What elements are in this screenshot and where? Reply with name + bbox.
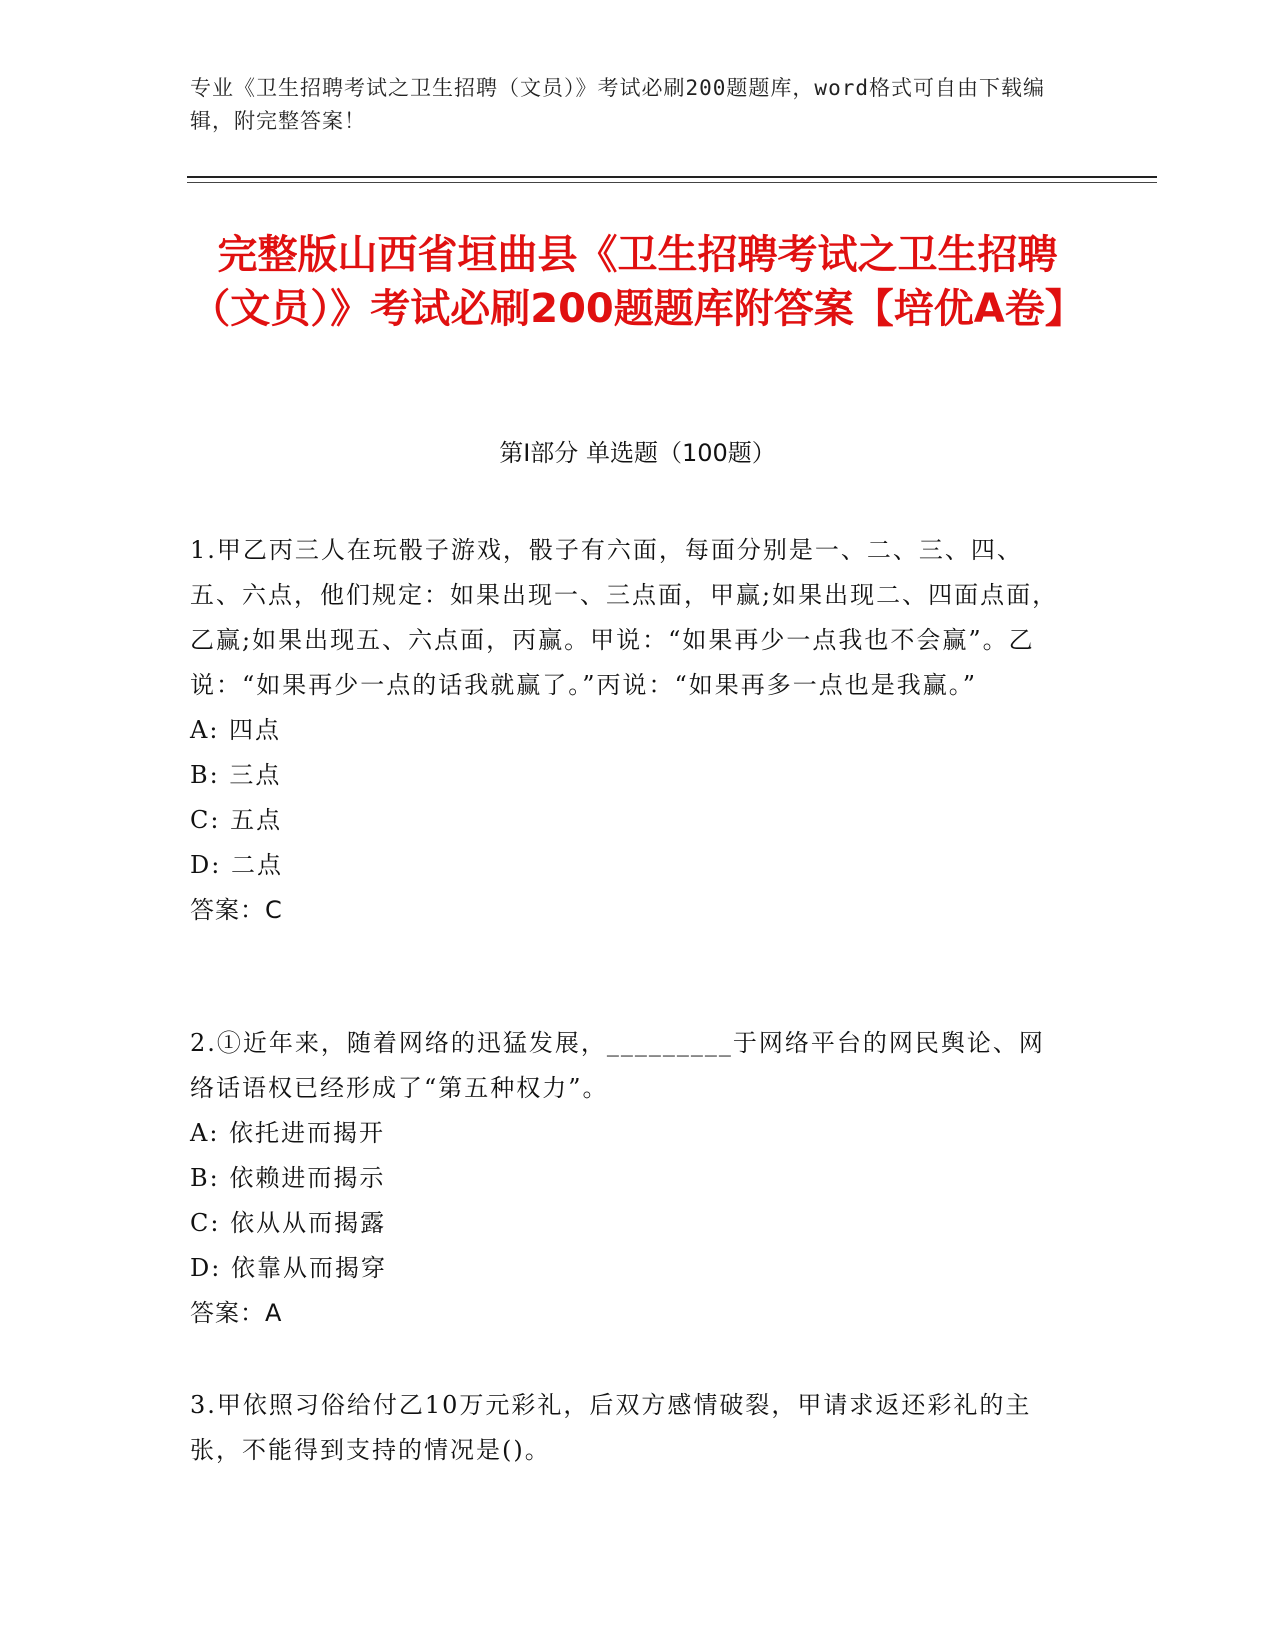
answer-line: 答案：A	[190, 1299, 283, 1327]
question-3	[190, 1383, 1070, 1473]
question-stem: 3.甲依照习俗给付乙10万元彩礼，后双方感情破裂，甲请求返还彩礼的主张，不能得到支持的情况是()。	[190, 1391, 1032, 1464]
option-d: D: 二点	[190, 851, 283, 879]
section-heading: 第Ⅰ部分 单选题（100题）	[499, 439, 776, 467]
option-c: C: 依从从而揭露	[190, 1209, 387, 1237]
header-divider-thick	[187, 176, 1157, 178]
header-note: 专业《卫生招聘考试之卫生招聘（文员）》考试必刷200题题库，word格式可自由下载编辑，附完整答案！	[190, 76, 1045, 133]
question-stem: 2.①近年来，随着网络的迅猛发展，_________于网络平台的网民舆论、网络话语权已经形成了“第五种权力”。	[190, 1029, 1045, 1102]
question-2	[190, 1021, 1070, 1336]
question-stem: 1.甲乙丙三人在玩骰子游戏，骰子有六面，每面分别是一、二、三、四、五、六点，他们规定：如果出现一、三点面，甲赢;如果出现二、四面点面，乙赢;如果出现五、六点面，丙赢。甲说：“如果再少一点我也不会赢”。乙说：“如果再少一点的话我就赢了。”丙说：“如果再多一点也是我赢。”	[190, 536, 1059, 699]
answer-line: 答案：C	[190, 896, 283, 924]
header-divider-thin	[187, 182, 1157, 183]
question-1	[190, 528, 1070, 933]
document-title: 完整版山西省垣曲县《卫生招聘考试之卫生招聘（文员）》考试必刷200题题库附答案【培优A卷】	[190, 232, 1085, 332]
option-a: A: 四点	[190, 716, 282, 744]
option-c: C: 五点	[190, 806, 283, 834]
option-b: B: 三点	[190, 761, 282, 789]
option-b: B: 依赖进而揭示	[190, 1164, 386, 1192]
option-d: D: 依靠从而揭穿	[190, 1254, 387, 1282]
option-a: A: 依托进而揭开	[190, 1119, 386, 1147]
